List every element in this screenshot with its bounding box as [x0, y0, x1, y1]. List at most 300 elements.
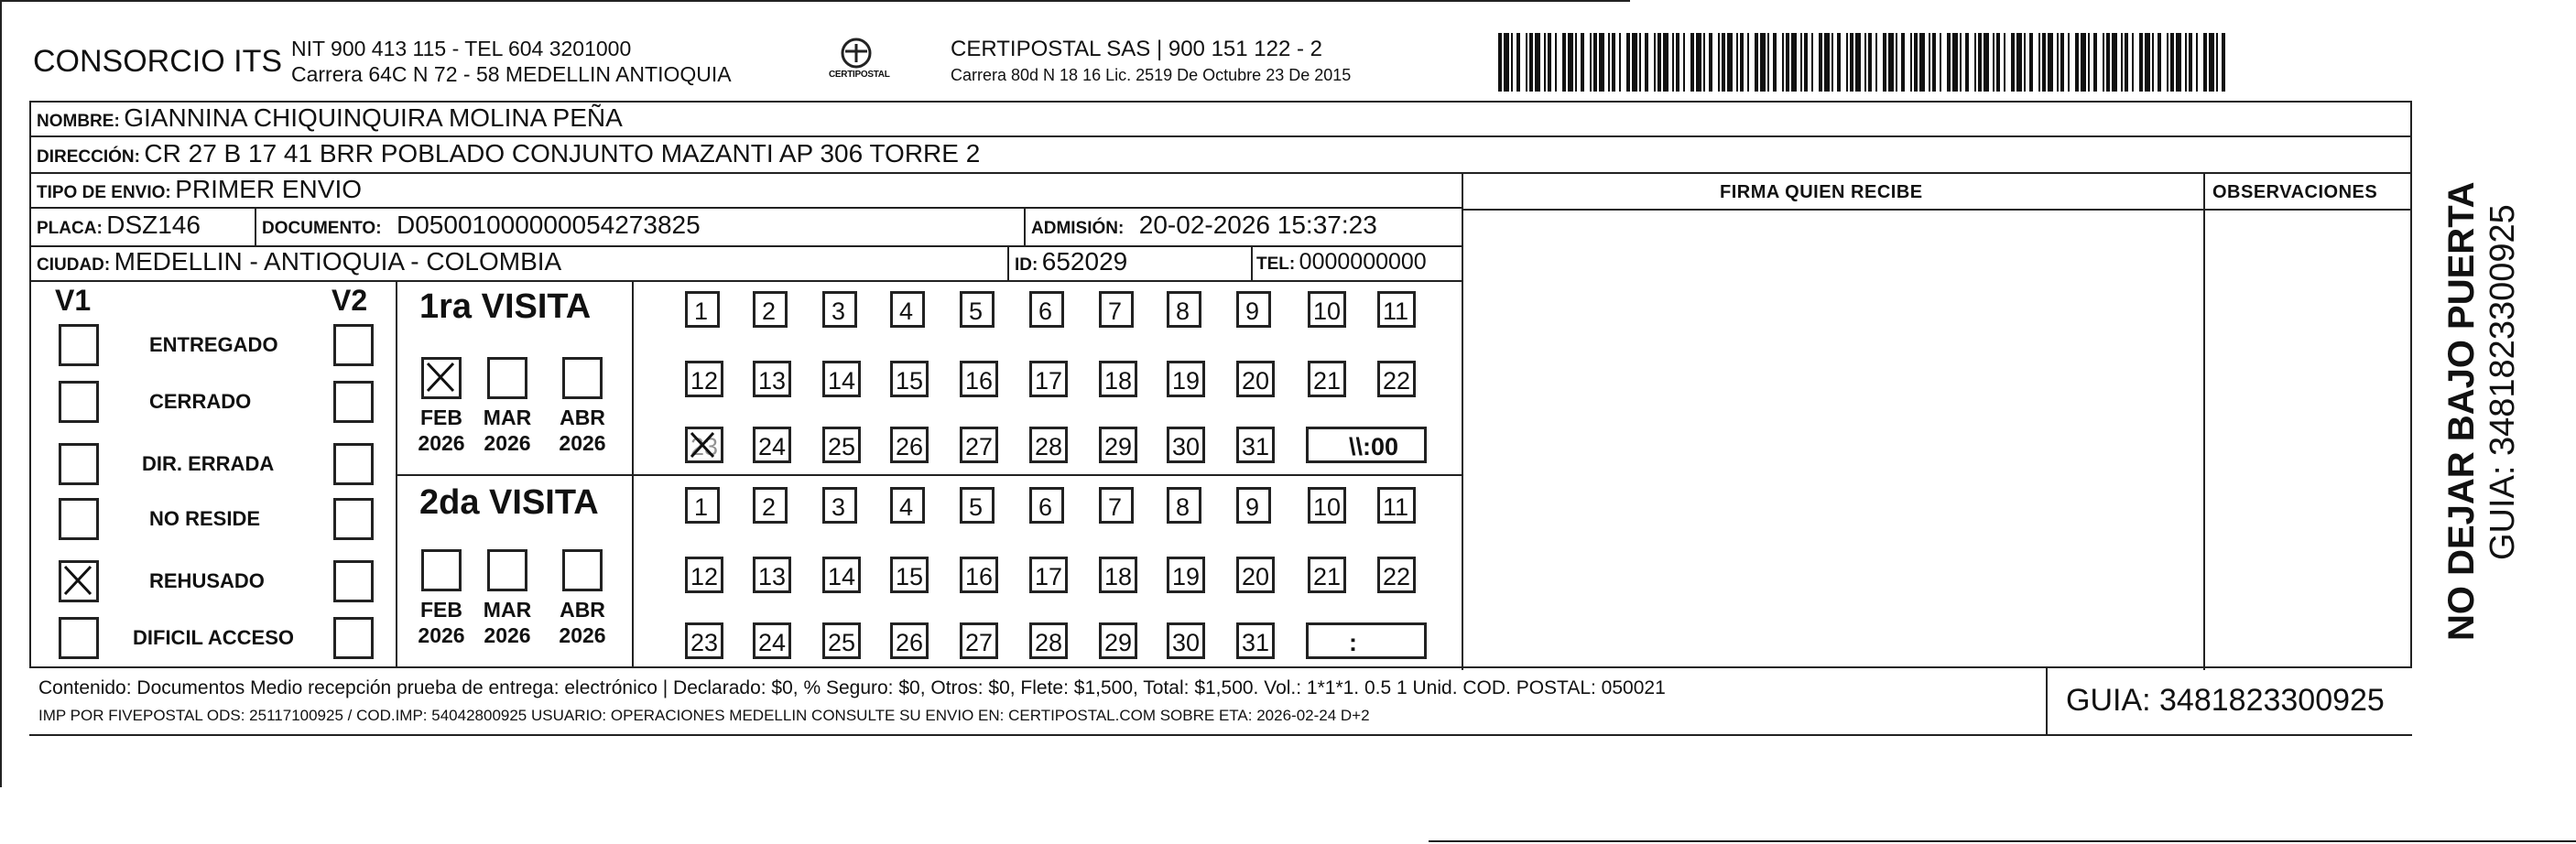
document-value: D05001000000054273825 — [397, 211, 701, 239]
v1-checkbox[interactable] — [59, 381, 99, 423]
v2-checkbox[interactable] — [333, 560, 374, 602]
month-label: FEB — [420, 598, 462, 622]
status-label: NO RESIDE — [149, 507, 261, 530]
day-number: 25 — [828, 433, 856, 460]
day-box[interactable] — [1377, 291, 1416, 328]
barcode-bar — [1804, 33, 1808, 92]
side-guide-number: GUIA: 3481823300925 — [2484, 204, 2522, 560]
day-box[interactable] — [1029, 361, 1068, 397]
tel-value: 0000000000 — [1299, 249, 1427, 275]
scan-edge-top — [0, 0, 1630, 2]
day-number: 23 — [690, 433, 719, 460]
barcode-bar — [1791, 33, 1797, 92]
day-number: 10 — [1313, 298, 1342, 325]
address-label: DIRECCIÓN: — [37, 147, 140, 167]
barcode-bars — [1498, 33, 2227, 93]
barcode-bar — [1910, 33, 1912, 92]
day-box[interactable] — [685, 361, 723, 397]
v2-checkbox[interactable] — [333, 381, 374, 423]
footer-print-line: IMP POR FIVEPOSTAL ODS: 25117100925 / COD.IMP: 54042800925 USUARIO: OPERACIONES MEDELLIN CONSULTE SU ENVIO EN: CERTIPOSTAL.COM SOBRE ETA: 2026-02-24 D+2 — [38, 707, 1370, 724]
barcode-bar — [2106, 33, 2110, 92]
barcode-bar — [1952, 33, 1958, 92]
barcode-bar — [1767, 33, 1769, 92]
barcode-bar — [2170, 33, 2174, 92]
barcode-bar — [2016, 33, 2022, 92]
scan-edge-bottom — [1429, 840, 2576, 842]
frame-right — [2410, 101, 2412, 668]
v1-checkbox[interactable] — [59, 560, 99, 602]
barcode-bar — [1632, 33, 1637, 92]
month-checkbox[interactable] — [487, 357, 527, 399]
carrier-name: CERTIPOSTAL SAS | 900 151 122 - 2 — [951, 37, 1322, 61]
barcode-bar — [2024, 33, 2026, 92]
day-box[interactable] — [960, 427, 998, 463]
ship-type-label: TIPO DE ENVIO: — [37, 183, 171, 202]
day-number: 7 — [1108, 493, 1123, 521]
barcode-bar — [1639, 33, 1641, 92]
scan-edge-left — [0, 0, 2, 787]
day-number: 17 — [1035, 367, 1063, 395]
ship-type-value: PRIMER ENVIO — [175, 175, 363, 203]
barcode-bar — [1511, 33, 1513, 92]
barcode-bar — [1740, 33, 1744, 92]
barcode-bar — [1993, 33, 1994, 92]
day-box[interactable] — [1029, 487, 1064, 524]
day-box[interactable] — [960, 291, 995, 328]
barcode-bar — [1718, 33, 1720, 92]
day-number: 6 — [1038, 298, 1053, 325]
day-number: 12 — [690, 563, 719, 590]
day-box[interactable] — [822, 557, 861, 593]
barcode-bar — [1544, 33, 1546, 92]
v1-checkbox[interactable] — [59, 443, 99, 485]
barcode-bar — [2088, 33, 2090, 92]
day-box[interactable] — [1377, 557, 1416, 593]
barcode-bar — [1824, 33, 1830, 92]
day-number: 11 — [1383, 298, 1409, 325]
barcode-bar — [1837, 33, 1841, 92]
day-box[interactable] — [822, 361, 861, 397]
day-number: 21 — [1313, 367, 1342, 395]
cell-divider — [255, 207, 256, 245]
month-label: MAR — [483, 406, 532, 429]
barcode-bar — [2125, 33, 2128, 92]
day-box[interactable] — [1236, 361, 1275, 397]
month-year: 2026 — [559, 623, 606, 647]
barcode-bar — [1593, 33, 1597, 92]
barcode-bar — [1498, 33, 1502, 92]
barcode-bar — [2042, 33, 2046, 92]
month-year: 2026 — [559, 431, 606, 455]
day-box[interactable] — [1236, 487, 1271, 524]
admission-field — [1031, 211, 1377, 240]
tel-field — [1256, 249, 1427, 276]
day-number: 3 — [831, 493, 846, 521]
footer-bottom — [29, 734, 2412, 736]
barcode-bar — [1996, 33, 2000, 92]
month-year: 2026 — [418, 623, 465, 647]
day-box[interactable] — [753, 557, 791, 593]
barcode-bar — [1960, 33, 1962, 92]
day-box[interactable] — [753, 291, 788, 328]
day-box[interactable] — [753, 622, 791, 659]
time-box[interactable] — [1306, 622, 1427, 659]
day-box[interactable] — [1167, 622, 1205, 659]
document-field — [262, 211, 701, 240]
day-number: 1 — [694, 493, 709, 521]
day-number: 4 — [899, 493, 914, 521]
day-box[interactable] — [753, 427, 791, 463]
day-box[interactable] — [1167, 361, 1205, 397]
barcode-bar — [1940, 33, 1941, 92]
cell-divider — [1024, 207, 1026, 245]
barcode-bar — [1690, 33, 1694, 92]
day-box[interactable] — [1236, 557, 1275, 593]
barcode-bar — [1850, 33, 1853, 92]
day-box[interactable] — [1167, 557, 1205, 593]
barcode-bar — [1590, 33, 1592, 92]
name-field — [37, 103, 623, 133]
day-number: 19 — [1172, 367, 1201, 395]
barcode-bar — [1672, 33, 1674, 92]
barcode-bar — [2167, 33, 2168, 92]
barcode-bar — [2176, 33, 2181, 92]
barcode-bar — [2185, 33, 2187, 92]
barcode-bar — [1755, 33, 1758, 92]
barcode-bar — [1663, 33, 1668, 92]
plate-value: DSZ146 — [106, 211, 201, 239]
barcode — [1498, 33, 2227, 93]
day-box[interactable] — [1099, 291, 1134, 328]
barcode-bar — [1612, 33, 1615, 92]
barcode-bar — [1864, 33, 1866, 92]
day-box[interactable] — [890, 291, 925, 328]
barcode-bar — [1529, 33, 1533, 92]
barcode-bar — [2004, 33, 2005, 92]
day-number: 18 — [1104, 367, 1133, 395]
status-label: DIR. ERRADA — [142, 452, 275, 475]
day-box[interactable] — [1308, 291, 1346, 328]
day-box[interactable] — [1236, 427, 1275, 463]
day-number: 29 — [1104, 433, 1133, 460]
month-checkbox[interactable] — [562, 357, 603, 399]
day-box[interactable] — [1029, 291, 1064, 328]
frame-bottom — [29, 666, 2412, 668]
visit-divider — [396, 474, 1462, 476]
frame-left — [29, 101, 31, 668]
v2-header: V2 — [332, 284, 368, 317]
day-box[interactable] — [1308, 557, 1346, 593]
barcode-bar — [1599, 33, 1604, 92]
v1-header: V1 — [55, 284, 92, 317]
barcode-bar — [1736, 33, 1738, 92]
barcode-bar — [2145, 33, 2150, 92]
day-box[interactable] — [685, 622, 723, 659]
barcode-bar — [1516, 33, 1520, 92]
day-box[interactable] — [1236, 622, 1275, 659]
day-box[interactable] — [960, 557, 998, 593]
day-number: 18 — [1104, 563, 1133, 590]
day-box[interactable] — [1099, 557, 1137, 593]
day-box[interactable] — [1099, 361, 1137, 397]
day-box[interactable] — [685, 487, 720, 524]
day-box[interactable] — [890, 622, 929, 659]
barcode-bar — [2139, 33, 2143, 92]
document-label: DOCUMENTO: — [262, 219, 382, 238]
barcode-bar — [1773, 33, 1777, 92]
day-number: 3 — [831, 298, 846, 325]
day-box[interactable] — [1029, 427, 1068, 463]
time-box[interactable] — [1306, 427, 1427, 463]
barcode-bar — [2121, 33, 2123, 92]
name-label: NOMBRE: — [37, 112, 120, 131]
barcode-bar — [1760, 33, 1766, 92]
day-number: 12 — [690, 367, 719, 395]
v1-checkbox[interactable] — [59, 498, 99, 540]
day-box[interactable] — [1167, 487, 1201, 524]
time-value: : — [1349, 629, 1357, 656]
footer-guide-number: GUIA: 3481823300925 — [2066, 683, 2385, 718]
row-divider — [29, 172, 2412, 174]
day-number: 30 — [1172, 629, 1201, 656]
day-number: 2 — [762, 298, 777, 325]
day-box[interactable] — [822, 622, 861, 659]
v2-checkbox[interactable] — [333, 443, 374, 485]
month-label: ABR — [560, 598, 605, 622]
v1-checkbox[interactable] — [59, 617, 99, 659]
barcode-bar — [2196, 33, 2198, 92]
day-box[interactable] — [685, 557, 723, 593]
month-year: 2026 — [418, 431, 465, 455]
day-box[interactable] — [960, 487, 995, 524]
day-number: 31 — [1242, 433, 1270, 460]
name-value: GIANNINA CHIQUINQUIRA MOLINA PEÑA — [124, 103, 623, 132]
month-checkbox[interactable] — [421, 549, 462, 591]
day-box[interactable] — [685, 427, 723, 463]
day-number: 4 — [899, 298, 914, 325]
day-number: 8 — [1176, 493, 1190, 521]
barcode-bar — [1619, 33, 1621, 92]
barcode-bar — [1800, 33, 1802, 92]
status-label: DIFICIL ACCESO — [133, 626, 295, 649]
day-number: 11 — [1383, 493, 1409, 521]
barcode-bar — [1819, 33, 1822, 92]
barcode-bar — [1581, 33, 1584, 92]
day-box[interactable] — [822, 291, 857, 328]
day-number: 20 — [1242, 563, 1270, 590]
barcode-bar — [1504, 33, 1509, 92]
barcode-bar — [2081, 33, 2086, 92]
barcode-bar — [1929, 33, 1930, 92]
barcode-bar — [2068, 33, 2070, 92]
day-number: 17 — [1035, 563, 1063, 590]
day-number: 27 — [965, 629, 994, 656]
day-number: 6 — [1038, 493, 1053, 521]
barcode-bar — [1947, 33, 1951, 92]
tel-label: TEL: — [1256, 254, 1296, 274]
month-label: MAR — [483, 598, 532, 622]
barcode-bar — [2075, 33, 2079, 92]
barcode-bar — [1709, 33, 1712, 92]
day-box[interactable] — [1029, 557, 1068, 593]
month-year: 2026 — [484, 623, 531, 647]
day-number: 13 — [758, 563, 787, 590]
barcode-bar — [1932, 33, 1936, 92]
barcode-bar — [1658, 33, 1661, 92]
day-number: 16 — [965, 563, 994, 590]
barcode-bar — [1868, 33, 1872, 92]
day-number: 24 — [758, 433, 787, 460]
visit2-title: 2da VISITA — [419, 483, 599, 522]
day-box[interactable] — [960, 361, 998, 397]
barcode-bar — [2048, 33, 2053, 92]
day-number: 28 — [1035, 629, 1063, 656]
day-box[interactable] — [1377, 361, 1416, 397]
day-box[interactable] — [960, 622, 998, 659]
day-number: 22 — [1383, 563, 1411, 590]
day-box[interactable] — [1308, 487, 1346, 524]
check-mark-icon — [61, 563, 96, 600]
barcode-bar — [2093, 33, 2097, 92]
col-divider — [1462, 172, 1463, 670]
address-field — [37, 139, 980, 168]
barcode-bar — [1914, 33, 1918, 92]
barcode-bar — [2029, 33, 2033, 92]
day-box[interactable] — [890, 557, 929, 593]
month-checkbox[interactable] — [562, 549, 603, 591]
company-address: Carrera 64C N 72 - 58 MEDELLIN ANTIOQUIA — [291, 62, 732, 86]
barcode-bar — [1683, 33, 1685, 92]
barcode-bar — [1831, 33, 1833, 92]
barcode-bar — [1786, 33, 1789, 92]
v2-checkbox[interactable] — [333, 617, 374, 659]
barcode-bar — [1974, 33, 1976, 92]
barcode-bar — [2103, 33, 2104, 92]
day-box[interactable] — [753, 361, 791, 397]
barcode-bar — [1626, 33, 1630, 92]
barcode-bar — [1883, 33, 1886, 92]
day-box[interactable] — [1099, 427, 1137, 463]
barcode-bar — [1727, 33, 1733, 92]
month-divider — [632, 280, 634, 668]
barcode-bar — [2209, 33, 2214, 92]
barcode-bar — [2152, 33, 2154, 92]
barcode-bar — [1984, 33, 1989, 92]
barcode-bar — [1978, 33, 1982, 92]
col-divider — [2203, 172, 2205, 670]
day-number: 19 — [1172, 563, 1201, 590]
id-label: ID: — [1015, 255, 1038, 275]
barcode-bar — [2060, 33, 2064, 92]
day-number: 8 — [1176, 298, 1190, 325]
day-number: 25 — [828, 629, 856, 656]
barcode-bar — [1722, 33, 1725, 92]
barcode-bar — [2011, 33, 2015, 92]
barcode-bar — [1568, 33, 1573, 92]
day-box[interactable] — [1377, 487, 1416, 524]
day-box[interactable] — [1308, 361, 1346, 397]
barcode-bar — [2222, 33, 2225, 92]
barcode-bar — [1548, 33, 1551, 92]
address-value: CR 27 B 17 41 BRR POBLADO CONJUNTO MAZANTI AP 306 TORRE 2 — [144, 139, 981, 168]
certipostal-logo-icon — [829, 35, 902, 95]
visit1-title: 1ra VISITA — [419, 287, 592, 326]
v2-checkbox[interactable] — [333, 498, 374, 540]
day-number: 13 — [758, 367, 787, 395]
row-divider — [1462, 209, 2410, 211]
cell-divider — [1251, 245, 1253, 280]
barcode-bar — [2038, 33, 2040, 92]
month-checkbox[interactable] — [421, 357, 462, 399]
barcode-bar — [1919, 33, 1925, 92]
day-box[interactable] — [1029, 622, 1068, 659]
v2-checkbox[interactable] — [333, 324, 374, 366]
day-box[interactable] — [890, 427, 929, 463]
barcode-bar — [2132, 33, 2134, 92]
time-value: \\:00 — [1349, 433, 1399, 460]
day-number: 10 — [1313, 493, 1342, 521]
barcode-bar — [1896, 33, 1897, 92]
certipostal-logo — [829, 35, 902, 95]
status-label: REHUSADO — [149, 569, 265, 592]
row-divider — [29, 207, 1463, 209]
barcode-bar — [1645, 33, 1648, 92]
barcode-bar — [2203, 33, 2207, 92]
cell-divider — [1007, 245, 1009, 280]
month-checkbox[interactable] — [487, 549, 527, 591]
row-divider — [29, 280, 1463, 282]
day-box[interactable] — [1167, 291, 1201, 328]
id-value: 652029 — [1041, 247, 1128, 276]
admission-label: ADMISIÓN: — [1031, 219, 1125, 238]
barcode-bar — [1811, 33, 1813, 92]
month-label: FEB — [420, 406, 462, 429]
plate-field — [37, 211, 201, 240]
barcode-bar — [1703, 33, 1705, 92]
day-box[interactable] — [685, 291, 720, 328]
day-number: 9 — [1245, 298, 1260, 325]
day-box[interactable] — [1099, 487, 1134, 524]
day-number: 30 — [1172, 433, 1201, 460]
barcode-bar — [1888, 33, 1894, 92]
signature-column-header: FIRMA QUIEN RECIBE — [1720, 182, 1923, 202]
row-divider — [29, 135, 2412, 137]
day-box[interactable] — [890, 361, 929, 397]
day-box[interactable] — [1167, 427, 1205, 463]
barcode-bar — [1526, 33, 1527, 92]
v1-checkbox[interactable] — [59, 324, 99, 366]
day-box[interactable] — [890, 487, 925, 524]
day-box[interactable] — [822, 427, 861, 463]
day-box[interactable] — [1099, 622, 1137, 659]
barcode-bar — [2216, 33, 2218, 92]
barcode-bar — [2158, 33, 2161, 92]
barcode-bar — [1555, 33, 1557, 92]
frame-top — [29, 101, 2412, 103]
day-box[interactable] — [753, 487, 788, 524]
month-label: ABR — [560, 406, 605, 429]
day-box[interactable] — [1236, 291, 1271, 328]
day-number: 22 — [1383, 367, 1411, 395]
admission-value: 20-02-2026 15:37:23 — [1138, 211, 1377, 239]
day-box[interactable] — [822, 487, 857, 524]
day-number: 15 — [896, 367, 924, 395]
side-notice: NO DEJAR BAJO PUERTA — [2441, 181, 2482, 641]
barcode-bar — [1747, 33, 1749, 92]
month-year: 2026 — [484, 431, 531, 455]
barcode-bar — [2112, 33, 2117, 92]
day-number: 2 — [762, 493, 777, 521]
